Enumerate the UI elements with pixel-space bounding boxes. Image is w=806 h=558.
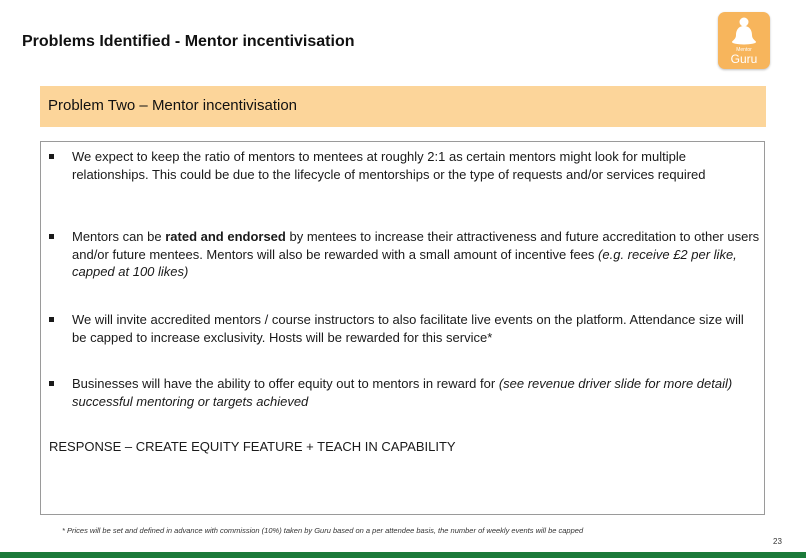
bullet-marker xyxy=(49,154,54,159)
bullet-text: We expect to keep the ratio of mentors to mentees at roughly 2:1 as certain mentors might look for multiple relationships. This could be due to the lifecycle of mentorships or the type of requests and/or services required xyxy=(72,149,706,182)
footnote: * Prices will be set and defined in advance with commission (10%) taken by Guru based on a per attendee basis, the number of weekly events will be capped xyxy=(62,526,584,535)
bullet-text xyxy=(72,228,761,281)
bullet-item xyxy=(49,375,761,410)
bullet-item xyxy=(49,228,761,281)
content-box xyxy=(40,141,765,515)
logo-small-text: Mentor xyxy=(736,47,752,53)
bullet-text-part: by mentees to increase their attractiveness and future accreditation to other users and/or future mentees. Mentors will also be rewarded with a small amount of incentive fees xyxy=(72,229,760,262)
page-number: 23 xyxy=(773,537,782,546)
guru-logo xyxy=(718,12,770,69)
bullet-text: We will invite accredited mentors / course instructors to also facilitate live events on the platform. Attendance size will be capped to increase exclusivity. Hosts will be rewarded for this service* xyxy=(72,312,744,345)
section-header-bar xyxy=(40,86,766,127)
bullet-marker xyxy=(49,317,54,322)
section-header: Problem Two – Mentor incentivisation xyxy=(48,97,298,114)
bullet-italic-text: (e.g. receive £2 per like, capped at 100 likes) xyxy=(72,246,737,279)
slide-title: Problems Identified - Mentor incentivisation xyxy=(22,33,355,50)
response-line: RESPONSE – CREATE EQUITY FEATURE + TEACH IN CAPABILITY xyxy=(49,439,456,454)
buddha-icon xyxy=(730,15,758,47)
logo-name: Guru xyxy=(730,52,758,66)
bullet-text-part: Mentors can be xyxy=(72,229,166,244)
bullet-italic-text: (see revenue driver slide for more detail) successful mentoring or targets achieved xyxy=(72,376,733,409)
bullet-item xyxy=(49,148,761,183)
bullet-marker xyxy=(49,381,54,386)
bottom-accent-bar xyxy=(0,552,806,558)
bullet-item xyxy=(49,311,761,346)
bullet-bold-text: rated and endorsed xyxy=(165,229,286,244)
bullet-marker xyxy=(49,234,54,239)
bullet-text xyxy=(72,375,761,410)
bullet-text-part: Businesses will have the ability to offer equity out to mentors in reward for xyxy=(72,376,499,391)
